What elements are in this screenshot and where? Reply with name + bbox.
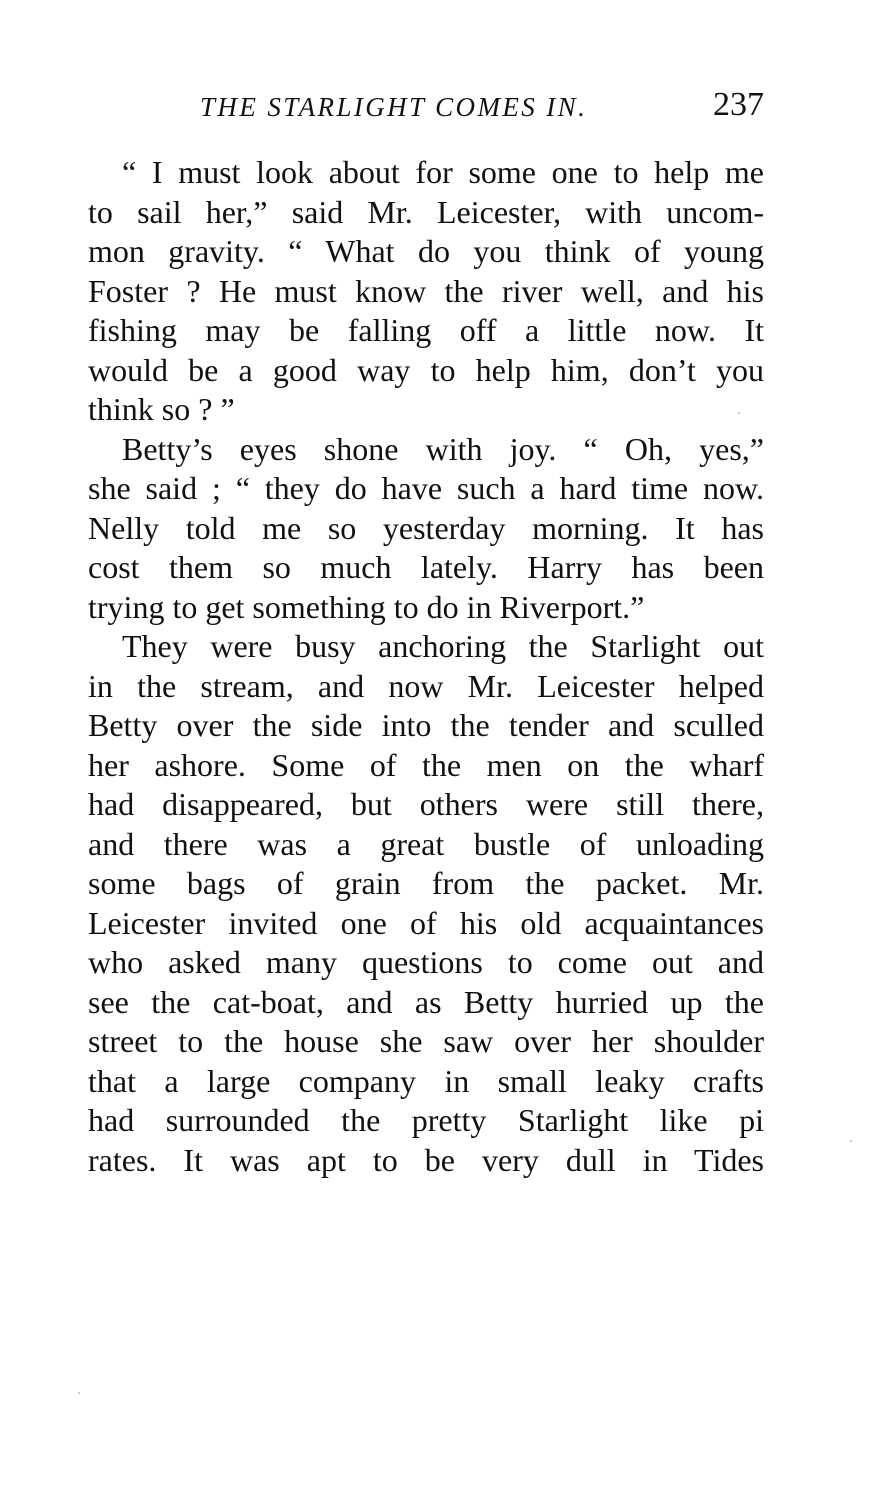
text-line: in the stream, and now Mr. Leicester helped [88, 667, 764, 704]
page-number: 237 [713, 86, 764, 123]
paper-speck [850, 1140, 852, 1142]
text-line: her ashore. Some of the men on the wharf [88, 746, 764, 783]
text-line: trying to get something to do in Riverport.” [88, 588, 645, 625]
text-line: street to the house she saw over her shoulder [88, 1023, 764, 1059]
text-line: had disappeared, but others were still there, [88, 786, 764, 822]
text-line: and there was a great bustle of unloading [88, 825, 764, 862]
text-line: “ I must look about for some one to help me [122, 154, 764, 190]
paper-speck [738, 412, 740, 414]
text-line: rates. It was apt to be very dull in Tides [88, 1141, 764, 1178]
text-line: Betty’s eyes shone with joy. “ Oh, yes,” [122, 430, 764, 467]
text-line: would be a good way to help him, don’t you [88, 351, 764, 388]
text-line: They were busy anchoring the Starlight out [122, 628, 764, 664]
text-line: some bags of grain from the packet. Mr. [88, 865, 764, 901]
running-title: THE STARLIGHT COMES IN. [200, 92, 588, 122]
running-head [88, 88, 764, 132]
text-line: Leicester invited one of his old acquaintances [88, 904, 764, 941]
body-text [88, 153, 764, 1180]
paper-speck [78, 1392, 80, 1394]
text-line: had surrounded the pretty Starlight like pi [88, 1102, 764, 1138]
text-line: who asked many questions to come out and [88, 944, 764, 980]
text-line: see the cat-boat, and as Betty hurried up the [88, 983, 764, 1020]
text-line: Betty over the side into the tender and sculled [88, 707, 764, 743]
text-line: Nelly told me so yesterday morning. It has [88, 509, 764, 546]
text-line: cost them so much lately. Harry has been [88, 549, 764, 585]
text-line: that a large company in small leaky crafts [88, 1062, 764, 1099]
text-line: mon gravity. “ What do you think of young [88, 233, 764, 269]
text-line: fishing may be falling off a little now. It [88, 312, 764, 348]
text-line: she said ; “ they do have such a hard time now. [88, 470, 764, 506]
text-line: to sail her,” said Mr. Leicester, with uncom- [88, 193, 764, 230]
text-line: think so ? ” [88, 391, 235, 427]
text-line: Foster ? He must know the river well, and his [88, 272, 764, 309]
